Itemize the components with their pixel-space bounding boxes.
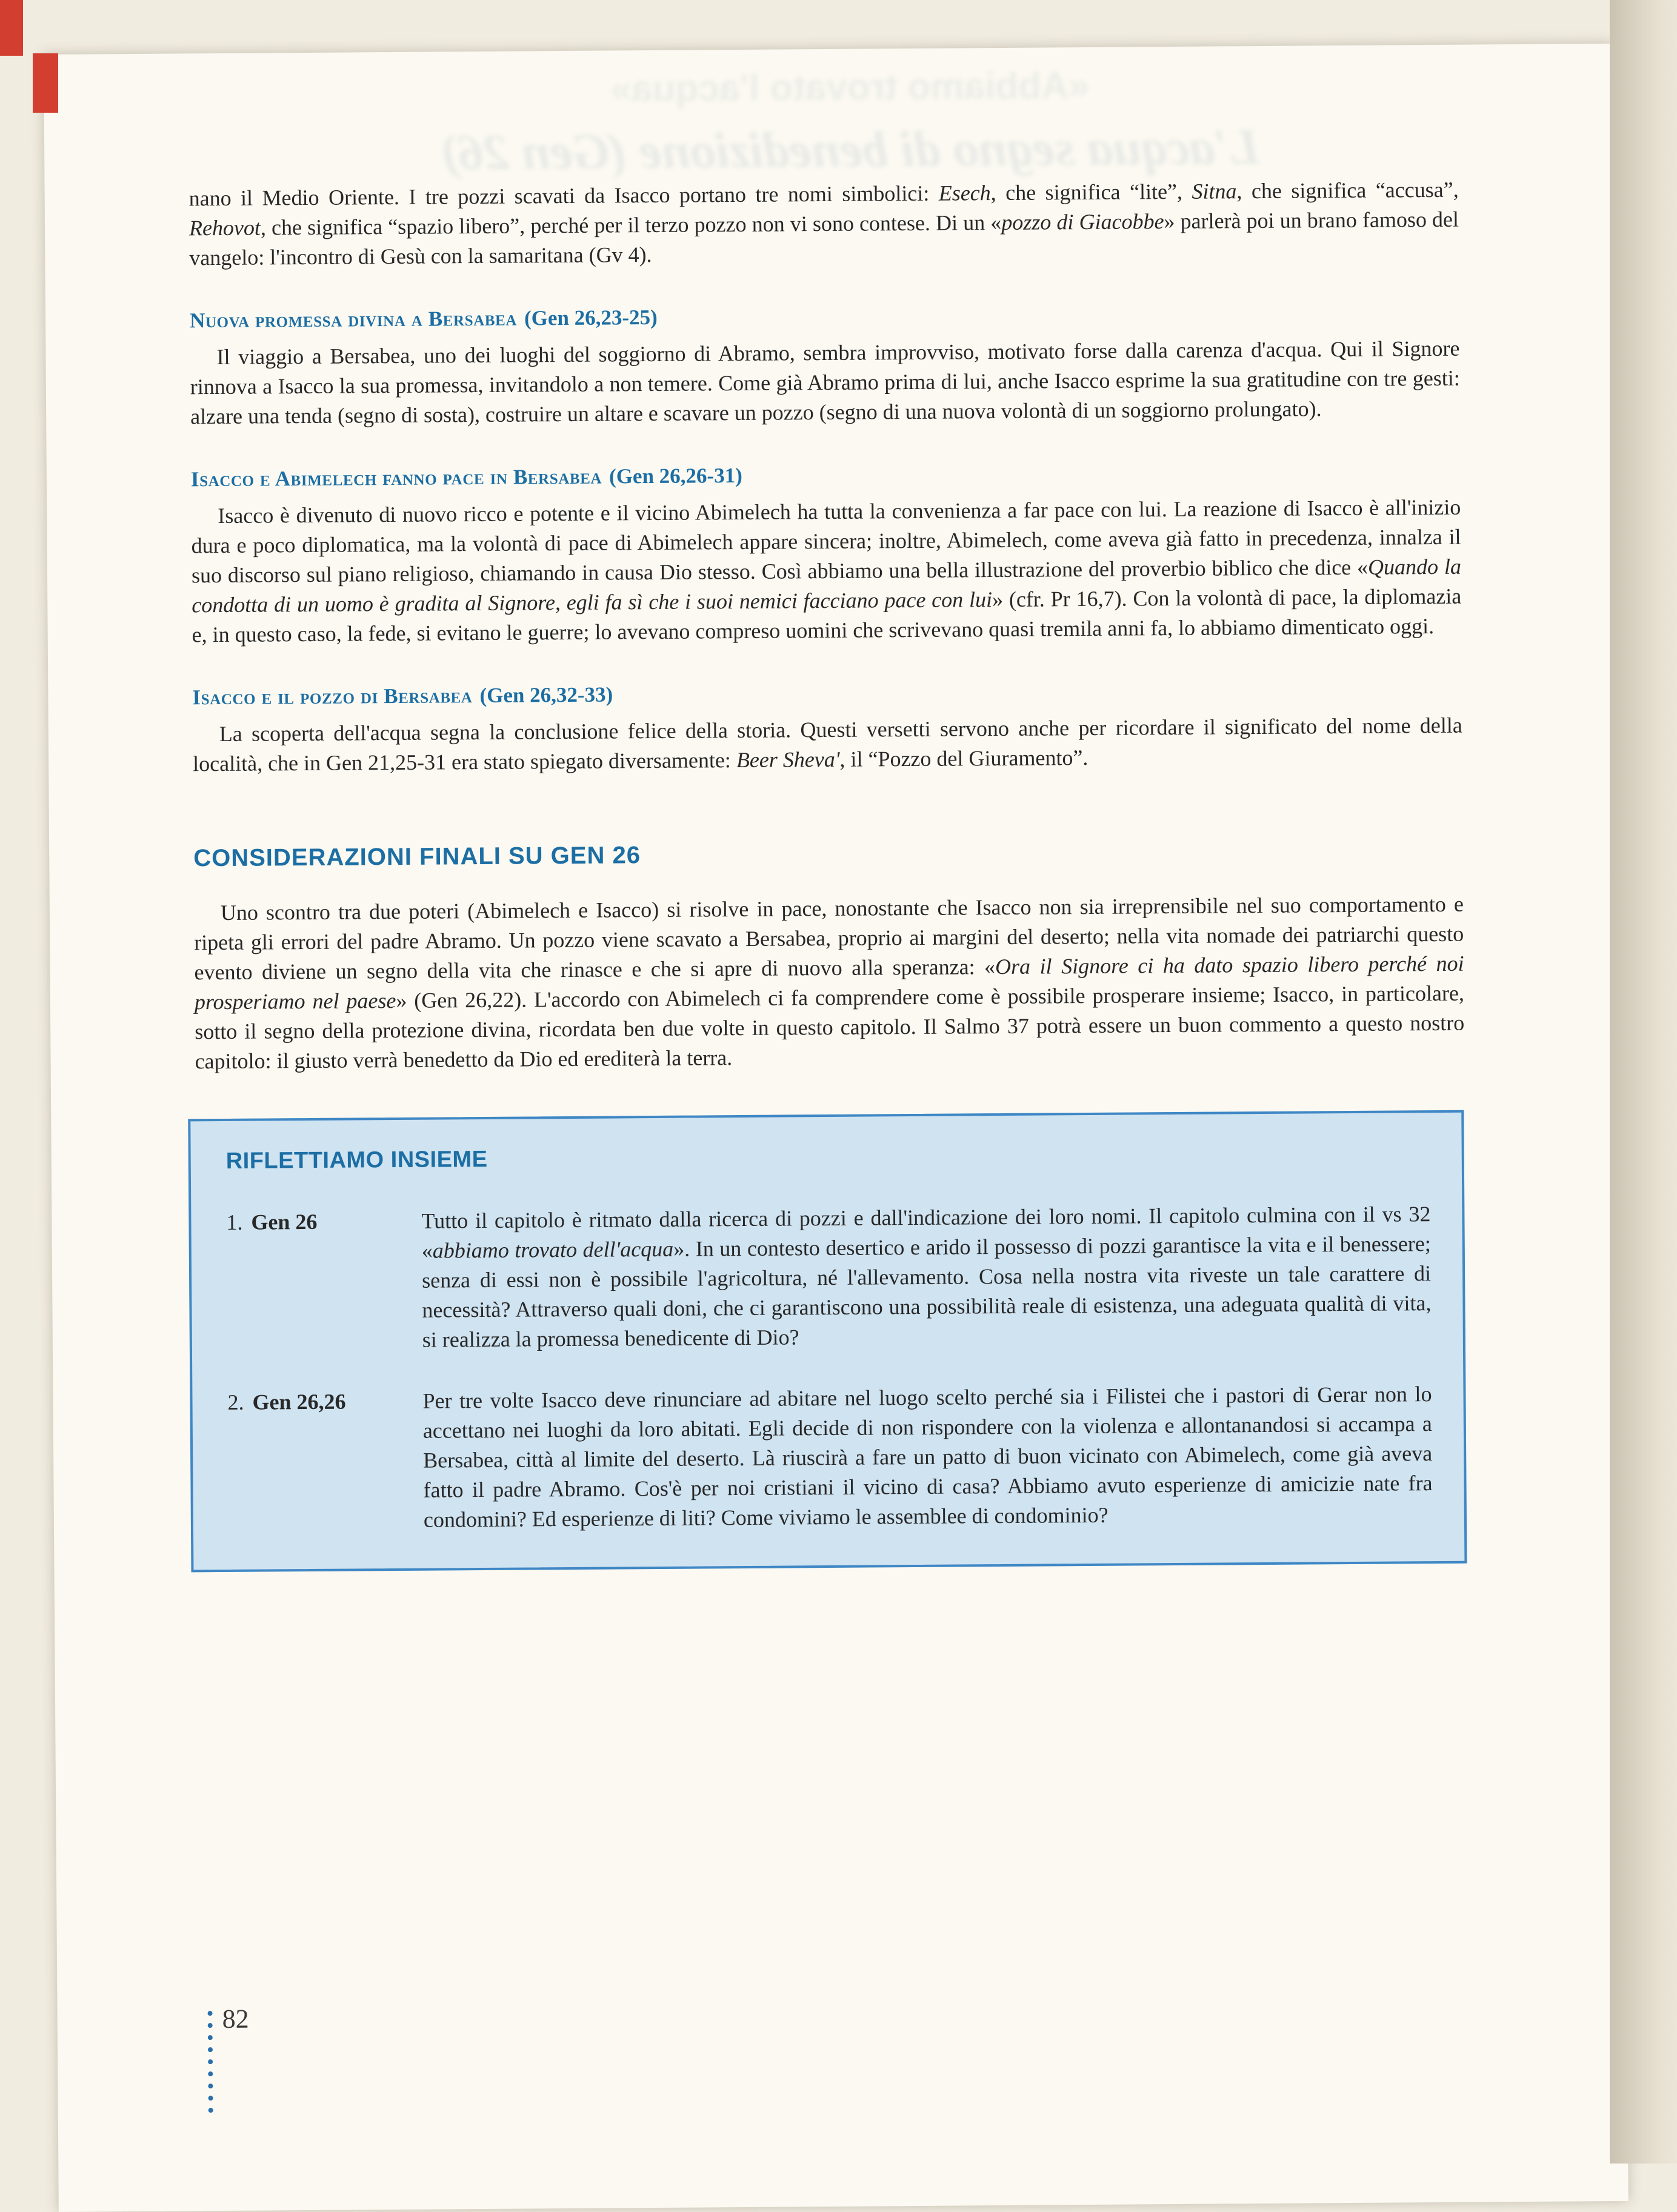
bleed-through-text-line2: L'acqua segno di benedizione (Gen 26) — [441, 118, 1260, 181]
reflection-item-1 — [226, 1199, 1432, 1356]
page-footer — [207, 2005, 249, 2113]
section-2-body: Isacco è divenuto di nuovo ricco e potente e il vicino Abimelech ha tutta la convenienza a far pace con lui. La reazione di Isacco è all'inizio dura e poco diplomatica, ma la volontà di pace di Abimelech appare sincera; inoltre, Abimelech, come aveva già fatto in precedenza, innalza il suo discorso sul piano religioso, chiamando in causa Dio stesso. Così abbiamo una bella illustrazione del proverbio biblico che dice «Quando la condotta di un uomo è gradita al Signore, egli fa sì che i suoi nemici facciano pace con lui» (cfr. Pr 16,7). Con la volontà di pace, la diplomazia e, in questo caso, la fede, si evitano le guerre; lo avevano compreso uomini che scrivevano quasi tremila anni fa, lo abbiamo dimenticato oggi. — [191, 495, 1462, 647]
section-heading-2-title: Isacco e Abimelech fanno pace in Bersabea — [190, 464, 602, 491]
intro-paragraph: nano il Medio Oriente. I tre pozzi scavati da Isacco portano tre nomi simbolici: Esech, che significa “lite”, Sitna, che significa “accusa”, Rehovot, che significa “spazio libero”, perché per il terzo pozzo non vi sono contese. Di un «pozzo di Giacobbe» parlerà poi un brano famoso del vangelo: l'incontro di Gesù con la samaritana (Gv 4). — [188, 177, 1459, 270]
reflection-item-2-text: Per tre volte Isacco deve rinunciare ad abitare nel luogo scelto perché sia i Filistei che i pastori di Gerar non lo accettano nei luoghi da loro abitati. Egli decide di non rispondere con la violenza e allontanandosi si accampa a Bersabea, città al limite del deserto. Là riuscirà a fare un patto di buon vicinato con Abimelech, come già aveva fatto il padre Abramo. Cos'è per noi cristiani il vicino di casa? Abbiamo avuto esperienze di amicizie nate fra condomini? Ed esperienze di liti? Come viviamo le assemblee di condominio? — [422, 1382, 1433, 1532]
scan-red-mark-lower — [33, 53, 58, 113]
dot — [208, 2023, 213, 2028]
section-heading-3 — [192, 674, 1462, 713]
dot — [208, 2047, 213, 2052]
reflection-item-1-text: Tutto il capitolo è ritmato dalla ricerca di pozzi e dall'indicazione dei loro nomi. Il capitolo culmina con il vs 32 «abbiamo trovato dell'acqua». In un contesto desertico e arido il possesso di pozzi garantisce la vita e il benessere; senza di essi non è possibile l'agricoltura, né l'allevamento. Cosa nella nostra vita riveste un tale carattere di necessità? Attraverso quali doni, che ci garantiscono una possibilità reale di esistenza, una adeguata qualità di vita, si realizza la promessa benedicente di Dio? — [421, 1202, 1432, 1352]
dot — [208, 2035, 213, 2040]
reflection-item-2-number: 2. — [227, 1390, 244, 1414]
dot — [208, 2059, 213, 2064]
dot — [208, 2071, 213, 2076]
section-heading-2-ref: (Gen 26,26-31) — [608, 463, 742, 488]
reflection-item-1-label — [226, 1207, 422, 1356]
reflection-box — [188, 1110, 1467, 1573]
section-heading-1 — [190, 297, 1459, 336]
bleed-through-text-line1: «Abbiamo trovato l'acqua» — [610, 64, 1090, 110]
page-number: 82 — [222, 2004, 249, 2034]
section-heading-3-title: Isacco e il pozzo di Bersabea — [192, 684, 473, 710]
section-heading-2 — [191, 456, 1461, 495]
reflection-box-title: RIFLETTIAMO INSIEME — [225, 1146, 488, 1174]
dot — [208, 2096, 213, 2100]
final-considerations-body: Uno scontro tra due poteri (Abimelech e Isacco) si risolve in pace, nonostante che Isacco non sia irreprensibile nel suo comportamento e ripeta gli errori del padre Abramo. Un pozzo viene scavato a Bersabea, proprio ai margini del deserto; nella vita nomade dei patriarchi questo evento diviene un segno della vita che rinasce e che si apre di nuovo alla speranza: «Ora il Signore ci ha dato spazio libero perché noi prosperiamo nel paese» (Gen 26,22). L'accordo con Abimelech ci fa comprendere come è possibile prosperare insieme; Isacco, in particolare, sotto il segno della protezione divina, ricordata ben due volte in questo capitolo. Il Salmo 37 potrà essere un buon commento a questo nostro capitolo: il giusto verrà benedetto da Dio ed erediterà la terra. — [194, 891, 1465, 1074]
section-heading-1-ref: (Gen 26,23-25) — [524, 305, 658, 330]
section-3-body: La scoperta dell'acqua segna la conclusione felice della storia. Questi versetti servono anche per ricordare il significato del nome della località, che in Gen 21,25-31 era stato spiegato diversamente: Beer Sheva', il “Pozzo del Giuramento”. — [193, 713, 1462, 776]
dot — [208, 2011, 213, 2016]
dot — [208, 2084, 213, 2088]
final-considerations-heading: CONSIDERAZIONI FINALI SU GEN 26 — [193, 842, 641, 872]
section-heading-3-ref: (Gen 26,32-33) — [479, 682, 613, 708]
dot — [208, 2108, 213, 2113]
book-page — [44, 44, 1629, 2212]
reflection-item-2-ref: Gen 26,26 — [252, 1389, 346, 1414]
section-heading-1-title: Nuova promessa divina a Bersabea — [189, 306, 518, 333]
reflection-item-2-label — [227, 1387, 424, 1536]
scan-edge-shadow — [1610, 0, 1677, 2164]
reflection-item-2 — [227, 1379, 1433, 1536]
page-content — [188, 175, 1468, 1573]
reflection-item-1-number: 1. — [226, 1210, 243, 1234]
reflection-item-1-ref: Gen 26 — [251, 1209, 318, 1234]
dotted-rule — [207, 2005, 213, 2113]
section-1-body: Il viaggio a Bersabea, uno dei luoghi del soggiorno di Abramo, sembra improvviso, motivato forse dalla carenza d'acqua. Qui il Signore rinnova a Isacco la sua promessa, invitandolo a non temere. Come già Abramo prima di lui, anche Isacco esprime la sua gratitudine con tre gesti: alzare una tenda (segno di sosta), costruire un altare e scavare un pozzo (segno di una nuova volontà di un soggiorno prolungato). — [190, 336, 1460, 429]
scan-red-mark-top — [0, 0, 23, 56]
